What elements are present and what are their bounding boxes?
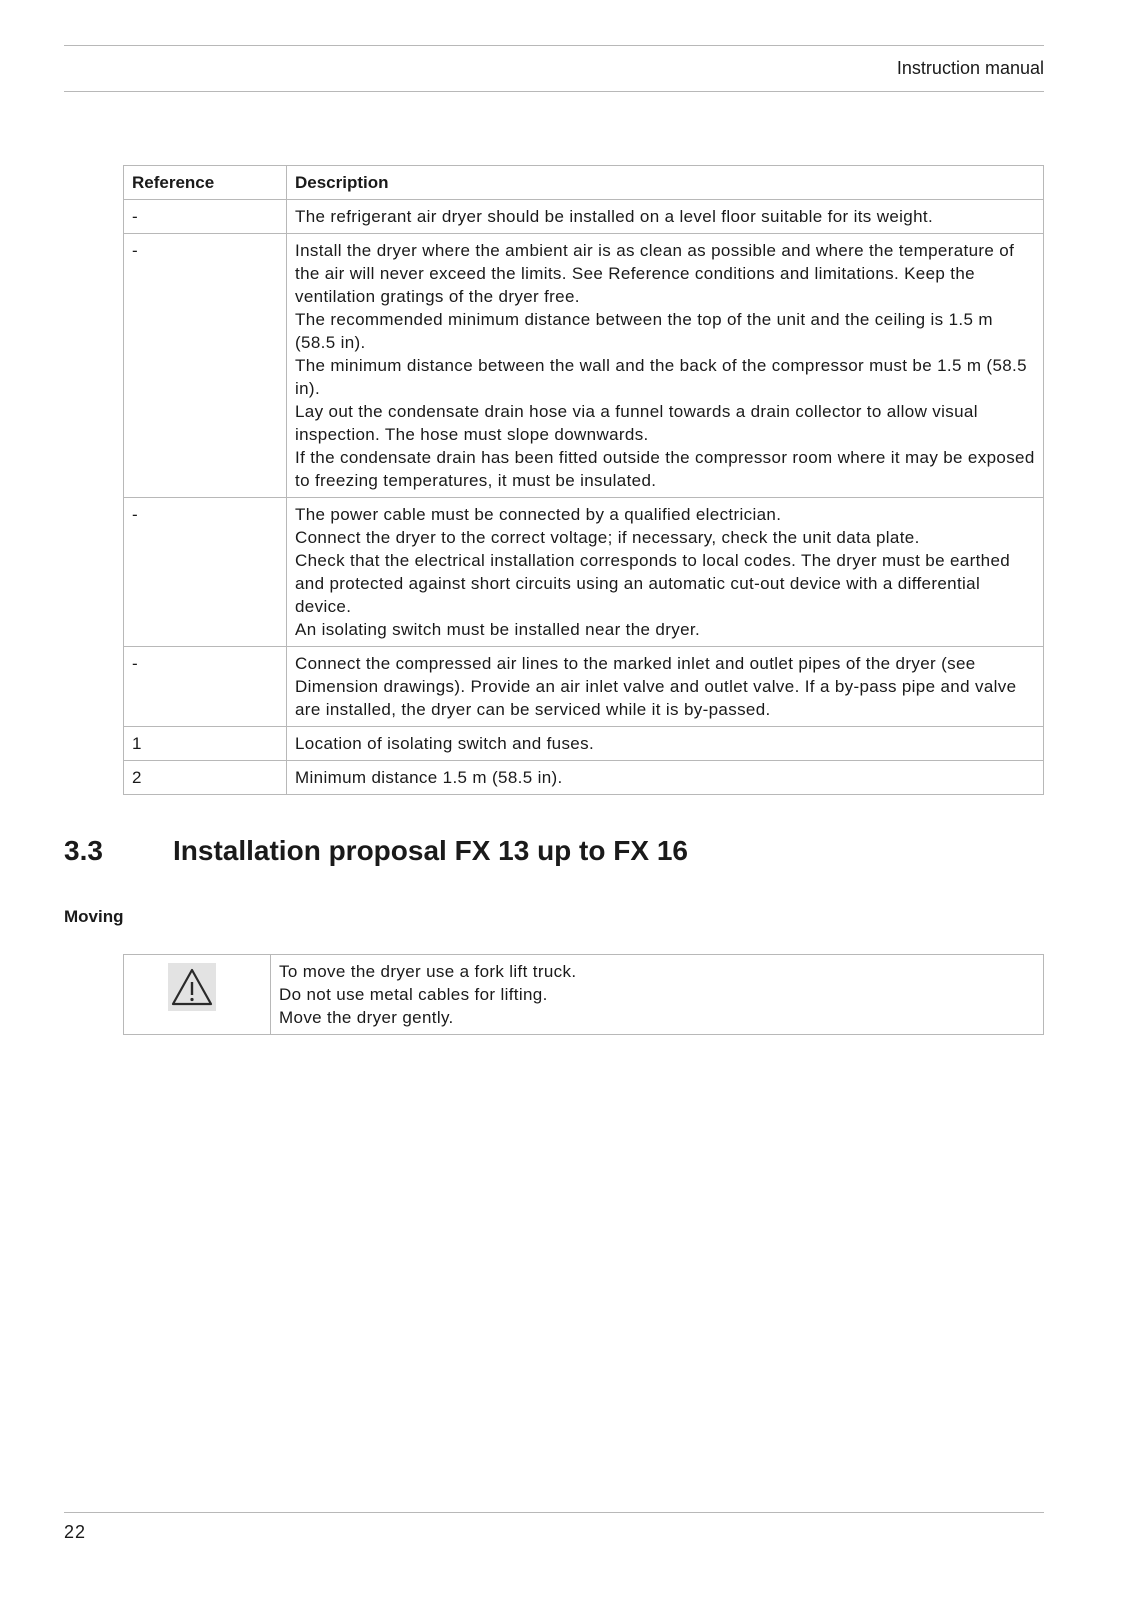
reference-cell: - [124,647,287,727]
note-line: To move the dryer use a fork lift truck. [279,962,577,981]
note-text-cell [271,955,1044,1035]
column-header-description: Description [287,166,1044,200]
reference-cell: - [124,234,287,498]
description-cell [287,761,1044,795]
description-line: Minimum distance 1.5 m (58.5 in). [295,768,563,787]
description-cell [287,200,1044,234]
table-row [124,647,1044,727]
reference-cell: 1 [124,727,287,761]
note-line: Do not use metal cables for lifting. [279,985,548,1004]
table-row [124,727,1044,761]
column-header-reference: Reference [124,166,287,200]
subsection-heading: Moving [64,907,124,926]
table-header-row [124,166,1044,200]
description-cell [287,234,1044,498]
description-line: Lay out the condensate drain hose via a funnel towards a drain collector to allow visual inspection. The hose must slope downwards. [295,402,978,444]
note-row [124,955,1044,1035]
description-line: Install the dryer where the ambient air is as clean as possible and where the temperature of the air will never exceed the limits. See Reference conditions and limitations. Keep the ventilation gratings of the dryer free. [295,241,1015,306]
reference-table [123,165,1044,795]
note-line: Move the dryer gently. [279,1008,454,1027]
section-number: 3.3 [64,835,103,866]
page-number: 22 [64,1522,87,1542]
description-line: The refrigerant air dryer should be installed on a level floor suitable for its weight. [295,207,934,226]
description-line: An isolating switch must be installed near the dryer. [295,620,701,639]
description-line: Check that the electrical installation corresponds to local codes. The dryer must be earthed and protected against short circuits using an automatic cut-out device with a differential device. [295,551,1011,616]
reference-cell: 2 [124,761,287,795]
header-bottom-rule [64,91,1044,92]
description-cell [287,727,1044,761]
description-line: The minimum distance between the wall and the back of the compressor must be 1.5 m (58.5 in). [295,356,1027,398]
description-cell [287,498,1044,647]
table-row [124,498,1044,647]
section-title: Installation proposal FX 13 up to FX 16 [173,835,688,866]
icon-cell [124,955,271,1035]
reference-cell: - [124,498,287,647]
warning-triangle-icon [168,963,216,1011]
description-line: Connect the compressed air lines to the marked inlet and outlet pipes of the dryer (see Dimension drawings). Provide an air inlet valve and outlet valve. If a by-pass pipe and valve are installed, the dryer can be serviced while it is by-passed. [295,654,1017,719]
description-line: The recommended minimum distance between the top of the unit and the ceiling is 1.5 m (58.5 in). [295,310,993,352]
description-line: The power cable must be connected by a qualified electrician. [295,505,782,524]
reference-cell: - [124,200,287,234]
document-title: Instruction manual [896,58,1044,78]
table-row [124,234,1044,498]
header-top-rule [64,45,1044,46]
table-row [124,761,1044,795]
section-heading [64,834,688,868]
description-line: Location of isolating switch and fuses. [295,734,595,753]
footer-rule [64,1512,1044,1513]
table-row [124,200,1044,234]
description-line: Connect the dryer to the correct voltage; if necessary, check the unit data plate. [295,528,920,547]
description-line: If the condensate drain has been fitted outside the compressor room where it may be exposed to freezing temperatures, it must be insulated. [295,448,1035,490]
moving-note-table [123,954,1044,1035]
description-cell [287,647,1044,727]
